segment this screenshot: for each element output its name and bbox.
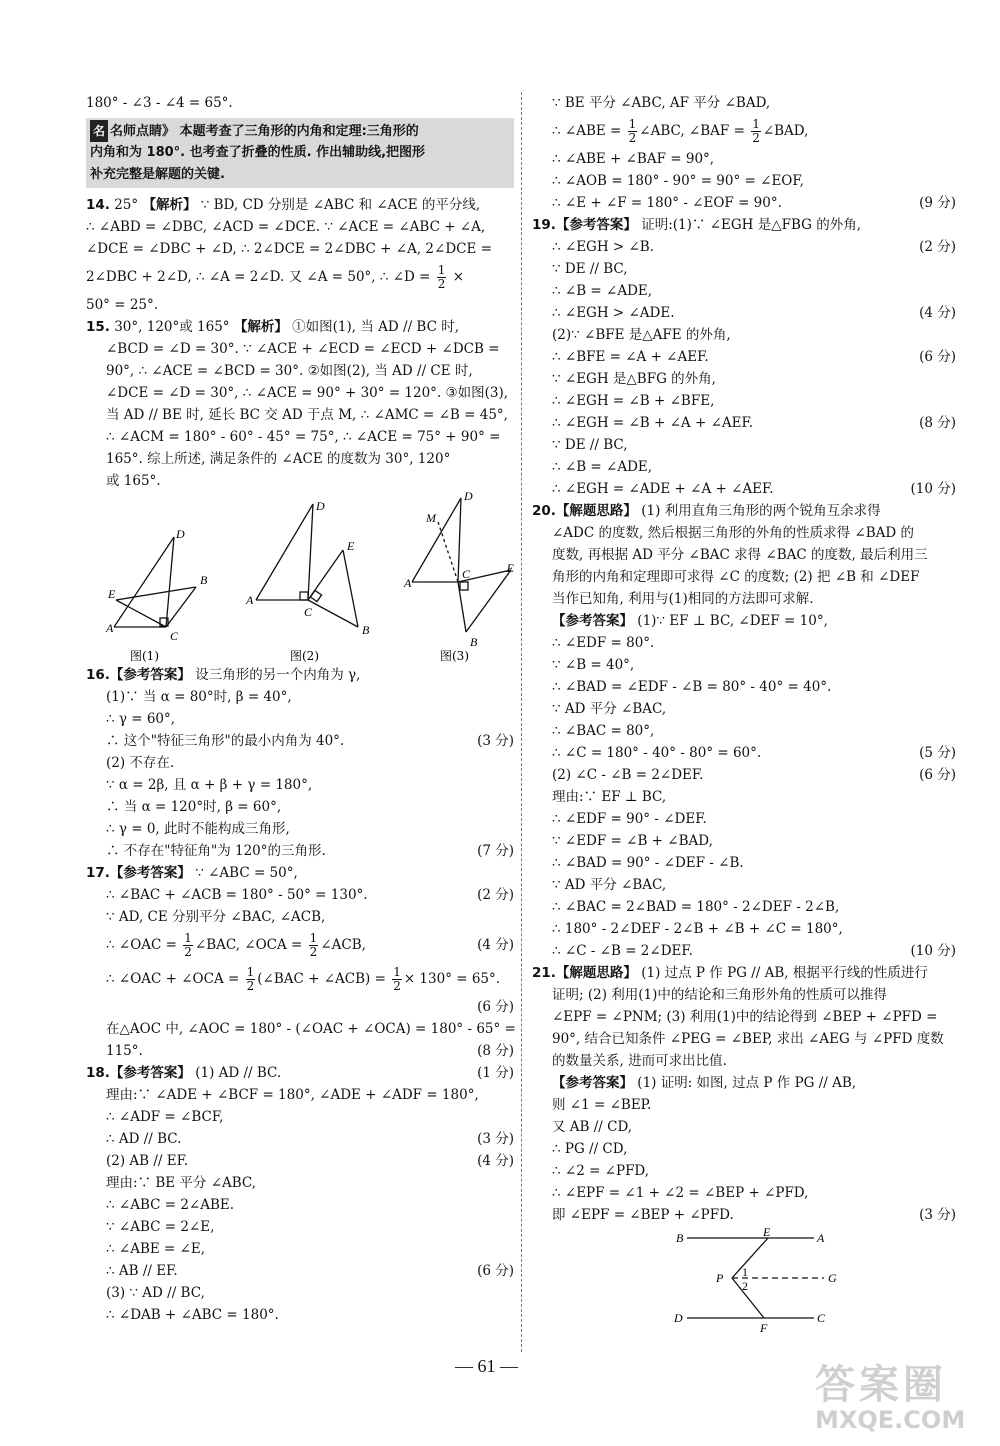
point-label: A	[817, 1231, 825, 1245]
point-label: G	[828, 1271, 837, 1285]
question-16	[86, 664, 514, 862]
text-span: (1) 过点 P 作 PG // AB, 根据平行线的性质进行	[641, 965, 928, 981]
text-line: ∠BCD = ∠D = 30°. ∵ ∠ACE + ∠ECD = ∠ECD + ∠DCB =	[106, 341, 500, 357]
text-line: ∴ ∠EGH = ∠ADE + ∠A + ∠AEF.	[552, 481, 774, 497]
text-line: 90°, ∴ ∠ACE = ∠BCD = 30°. ②如图(2), 当 AD // CE 时,	[106, 363, 473, 379]
point-label: B	[200, 573, 208, 587]
point-label: D	[464, 492, 473, 503]
point-label: C	[170, 629, 179, 643]
point-label: P	[716, 1271, 724, 1285]
text-line: ∵ DE // BC,	[552, 437, 628, 453]
tip-title: 名师点睛》	[110, 124, 176, 139]
right-column	[532, 92, 956, 1340]
text-line: 即 ∠EPF = ∠BEP + ∠PFD.	[552, 1207, 734, 1223]
text-line: ∴ ∠EGH = ∠B + ∠BFE,	[552, 393, 715, 409]
text-line: ∴ ∠BAC = 2∠BAD = 180° - 2∠DEF - 2∠B,	[552, 899, 840, 915]
point-label: E	[506, 561, 514, 575]
text-line: 理由:∵ ∠ADE + ∠BCF = 180°, ∠ADE + ∠ADF = 180°,	[106, 1087, 479, 1103]
text-span: ∵ ∠ABC = 50°,	[195, 865, 298, 881]
text-line: 理由:∵ BE 平分 ∠ABC,	[106, 1175, 257, 1191]
text-line: ∴ AD // BC.	[106, 1131, 182, 1147]
text-line: 理由:∵ EF ⊥ BC,	[552, 789, 667, 805]
point-label: B	[470, 635, 478, 649]
watermark-top: 答案圈	[815, 1362, 947, 1408]
text-span: 设三角形的另一个内角为 γ,	[195, 667, 361, 683]
fraction: $\frac{1}{2}$	[437, 263, 446, 291]
point-label: F	[760, 1321, 768, 1335]
text-line: (2) AB // EF.	[106, 1153, 189, 1169]
score: (6 分)	[477, 1263, 514, 1279]
text-line: ∴ ∠ABC = 2∠ABE.	[106, 1197, 235, 1213]
text-line: 或 165°.	[106, 473, 161, 489]
score: (3 分)	[477, 733, 514, 749]
fraction: $\frac{1}{2}$	[246, 965, 255, 993]
section-tag: 【参考答案】	[555, 217, 637, 233]
text-span: ∴ ∠OAC + ∠OCA =	[106, 971, 240, 987]
text-line: ∴ 180° - 2∠DEF - 2∠B + ∠B + ∠C = 180°,	[552, 921, 843, 937]
text-span: ×	[452, 269, 465, 285]
point-label: D	[674, 1311, 683, 1325]
section-tag: 【参考答案】	[109, 1065, 191, 1081]
score: (10 分)	[910, 481, 956, 497]
text-span: ∴ ∠OAC =	[106, 937, 177, 953]
figure-caption: 图(3)	[440, 649, 469, 663]
section-tag: 【参考答案】	[552, 1075, 633, 1091]
question-14	[86, 194, 514, 316]
text-line: ∴ ∠ABE + ∠BAF = 90°,	[552, 151, 715, 167]
tip-line: 补充完整是解题的关键.	[90, 167, 225, 182]
section-tag: 【参考答案】	[109, 667, 191, 683]
text-span: ∵ BD, CD 分别是 ∠ABC 和 ∠ACE 的平分线,	[200, 197, 481, 213]
text-line: ∴ ∠EGH > ∠ADE.	[552, 305, 675, 321]
question-21	[532, 962, 956, 1340]
answer-text: 25°	[114, 197, 139, 213]
watermark	[815, 1363, 990, 1438]
text-line: ∵ ∠B = 40°,	[552, 657, 635, 673]
score: (6 分)	[919, 349, 956, 365]
score: (8 分)	[919, 415, 956, 431]
text-line: ∵ ∠EDF = ∠B + ∠BAD,	[552, 833, 713, 849]
text-line: ∴ ∠DAB + ∠ABC = 180°.	[106, 1307, 279, 1323]
question-number: 18.	[86, 1065, 110, 1081]
text-line: ∴ ∠EGH = ∠B + ∠A + ∠AEF.	[552, 415, 754, 431]
section-tag: 【参考答案】	[552, 613, 633, 629]
text-line: ∵ DE // BC,	[552, 261, 628, 277]
point-label: D	[176, 527, 185, 541]
question-number: 16.	[86, 667, 110, 683]
point-label: M	[426, 511, 436, 525]
text-line: ∵ AD, CE 分别平分 ∠BAC, ∠ACB,	[106, 909, 326, 925]
text-line: 证明; (2) 利用(1)中的结论和三角形外角的性质可以推得	[552, 987, 887, 1003]
text-line: ∴ ∠EDF = 90° - ∠DEF.	[552, 811, 707, 827]
score: (6 分)	[919, 767, 956, 783]
parallel-lines-figure	[532, 1226, 956, 1336]
figure-1	[114, 537, 196, 627]
text-line: ∴ γ = 60°,	[106, 711, 176, 727]
score: (9 分)	[919, 195, 956, 211]
text-span: ∠ACB,	[320, 937, 366, 953]
text-span: ①如图(1), 当 AD // BC 时,	[292, 319, 459, 335]
text-span: × 130° = 65°.	[403, 971, 501, 987]
watermark-bottom: MXQE.COM	[815, 1406, 966, 1434]
score: (4 分)	[477, 937, 514, 953]
question-number: 19.	[532, 217, 556, 233]
text-line: ∴ AB // EF.	[106, 1263, 178, 1279]
text-line: 度数, 再根据 AD 平分 ∠BAC 求得 ∠BAC 的度数, 最后利用三	[552, 547, 928, 563]
text-line: ∵ AD 平分 ∠BAC,	[552, 701, 667, 717]
text-line: ∴ ∠BAC = 80°,	[552, 723, 655, 739]
point-label: D	[316, 499, 325, 513]
text-line: ∴ ∠BAD = 90° - ∠DEF - ∠B.	[552, 855, 744, 871]
figure-caption: 图(1)	[130, 649, 159, 663]
text-line: ∠DCE = ∠DBC + ∠D, ∴ 2∠DCE = 2∠DBC + ∠A, 2∠DCE =	[86, 241, 492, 257]
point-label: C	[817, 1311, 826, 1325]
question-20	[532, 500, 956, 962]
score: (8 分)	[477, 1043, 514, 1059]
text-line: 又 AB // CD,	[552, 1119, 633, 1135]
text-line: ∴ ∠C = 180° - 40° - 80° = 60°.	[552, 745, 762, 761]
text-line: 当作已知角, 利用与(1)相同的方法即可求解.	[552, 591, 814, 607]
column-divider	[521, 92, 522, 1352]
text-line: ∴ ∠BFE = ∠A + ∠AEF.	[552, 349, 709, 365]
text-span: ∠BAD,	[762, 123, 809, 139]
text-line: ∴ ∠ABD = ∠DBC, ∠ACD = ∠DCE. ∵ ∠ACE = ∠ABC + ∠A,	[86, 219, 486, 235]
score: (10 分)	[910, 943, 956, 959]
text-span: ∠BAC, ∠OCA =	[194, 937, 303, 953]
text-line: 90°, 结合已知条件 ∠PEG = ∠BEP, 求出 ∠AEG 与 ∠PFD 度数	[552, 1031, 944, 1047]
text-span: (1) 利用直角三角形的两个锐角互余求得	[641, 503, 881, 519]
score: (4 分)	[919, 305, 956, 321]
text-line: ∴ γ = 0, 此时不能构成三角形,	[106, 821, 290, 837]
point-label: A	[404, 576, 412, 590]
question-number: 17.	[86, 865, 110, 881]
point-label: B	[676, 1231, 684, 1245]
tip-badge: 名	[90, 120, 108, 142]
score: (5 分)	[919, 745, 956, 761]
question-17	[86, 862, 514, 1062]
text-line: ∴ ∠2 = ∠PFD,	[552, 1163, 650, 1179]
text-line: 180° - ∠3 - ∠4 = 65°.	[86, 95, 233, 111]
fraction: $\frac{1}{2}$	[628, 117, 637, 145]
figure-caption: 图(2)	[290, 649, 319, 663]
text-line: ∴ ∠ADF = ∠BCF,	[106, 1109, 224, 1125]
text-span: (1)∵ EF ⊥ BC, ∠DEF = 10°,	[637, 613, 828, 629]
text-line: ∴ ∠E + ∠F = 180° - ∠EOF = 90°.	[552, 195, 782, 211]
text-line: ∴ ∠C - ∠B = 2∠DEF.	[552, 943, 693, 959]
angle-label: 1	[742, 1265, 748, 1279]
section-tag: 【解析】	[233, 319, 288, 335]
question-15	[86, 316, 514, 664]
tip-line: 内角和为 180°. 也考查了折叠的性质. 作出辅助线,把图形	[90, 145, 426, 160]
text-line: 50° = 25°.	[86, 297, 159, 313]
section-tag: 【解题思路】	[555, 965, 637, 981]
question-number: 14.	[86, 197, 110, 213]
text-line: ∴ ∠AOB = 180° - 90° = 90° = ∠EOF,	[552, 173, 804, 189]
text-line: (2) ∠C - ∠B = 2∠DEF.	[552, 767, 704, 783]
text-span: (1) AD // BC.	[195, 1065, 282, 1081]
text-line: ∠EPF = ∠PNM; (3) 利用(1)中的结论得到 ∠BEP + ∠PFD =	[552, 1009, 938, 1025]
text-line: (2)∵ ∠BFE 是△AFE 的外角,	[552, 327, 731, 343]
score: (1 分)	[477, 1065, 514, 1081]
page-number: — 61 —	[455, 1356, 518, 1376]
text-line: ∵ ∠EGH 是△BFG 的外角,	[552, 371, 716, 387]
text-span: 2∠DBC + 2∠D, ∴ ∠A = 2∠D. 又 ∠A = 50°, ∴ ∠D =	[86, 269, 431, 285]
score: (2 分)	[477, 887, 514, 903]
text-line: ∴ 这个"特征三角形"的最小内角为 40°.	[106, 733, 345, 749]
text-line: ∠ADC 的度数, 然后根据三角形的外角的性质求得 ∠BAD 的	[552, 525, 914, 541]
point-label: E	[347, 539, 355, 553]
text-line: ∴ ∠EDF = 80°.	[552, 635, 655, 651]
question-number: 21.	[532, 965, 556, 981]
text-line: 在△AOC 中, ∠AOC = 180° - (∠OAC + ∠OCA) = 180° - 65° =	[106, 1021, 516, 1037]
point-label: A	[106, 621, 114, 635]
text-line: 的数量关系, 进而可求出比值.	[552, 1053, 727, 1069]
score: (2 分)	[919, 239, 956, 255]
point-label: C	[462, 567, 471, 581]
score: (3 分)	[919, 1207, 956, 1223]
score: (6 分)	[477, 999, 514, 1015]
text-line: ∴ ∠BAC + ∠ACB = 180° - 50° = 130°.	[106, 887, 368, 903]
score: (7 分)	[477, 843, 514, 859]
text-line: 165°. 综上所述, 满足条件的 ∠ACE 的度数为 30°, 120°	[106, 451, 451, 467]
text-line: ∴ ∠ABE = ∠E,	[106, 1241, 206, 1257]
text-line: (3) ∵ AD // BC,	[106, 1285, 205, 1301]
section-tag: 【解题思路】	[555, 503, 637, 519]
text-span: ∠ABC, ∠BAF =	[639, 123, 745, 139]
text-line: ∴ ∠B = ∠ADE,	[552, 459, 653, 475]
text-line: 角形的内角和定理即可求得 ∠C 的度数; (2) 把 ∠B 和 ∠DEF	[552, 569, 920, 585]
question-19	[532, 214, 956, 500]
angle-label: 2	[742, 1279, 748, 1293]
text-line: ∴ 不存在"特征角"为 120°的三角形.	[106, 843, 326, 859]
text-line: ∴ 当 α = 120°时, β = 60°,	[106, 799, 282, 815]
point-label: B	[362, 623, 370, 637]
point-label: E	[763, 1226, 771, 1239]
text-line: ∵ ∠ABC = 2∠E,	[106, 1219, 215, 1235]
section-tag: 【参考答案】	[109, 865, 191, 881]
section-tag: 【解析】	[142, 197, 197, 213]
text-line: 当 AD // BE 时, 延长 BC 交 AD 于点 M, ∴ ∠AMC = ∠B = 45°,	[106, 407, 508, 423]
text-line: ∵ AD 平分 ∠BAC,	[552, 877, 667, 893]
text-line: ∴ ∠ACM = 180° - 60° - 45° = 75°, ∴ ∠ACE = 75° + 90° =	[106, 429, 501, 445]
text-line: ∠DCE = ∠D = 30°, ∴ ∠ACE = 90° + 30° = 120°. ③如图(3),	[106, 385, 509, 401]
geometry-figures-svg	[86, 492, 514, 664]
question-number: 20.	[532, 503, 556, 519]
fraction: $\frac{1}{2}$	[184, 931, 192, 959]
answer-text: 30°, 120°或 165°	[114, 319, 230, 335]
fraction: $\frac{1}{2}$	[752, 117, 760, 145]
point-label: A	[246, 593, 254, 607]
tip-line: 本题考查了三角形的内角和定理:三角形的	[179, 124, 419, 139]
point-label: C	[304, 605, 313, 619]
fraction: $\frac{1}{2}$	[393, 965, 401, 993]
text-span: ∴ ∠ABE =	[552, 123, 622, 139]
text-line: ∴ ∠EGH > ∠B.	[552, 239, 655, 255]
score: (3 分)	[477, 1131, 514, 1147]
teacher-tip-box	[86, 118, 514, 188]
text-span: (1) 证明: 如图, 过点 P 作 PG // AB,	[637, 1075, 857, 1091]
text-line: ∵ α = 2β, 且 α + β + γ = 180°,	[106, 777, 313, 793]
text-line: 115°.	[106, 1043, 143, 1059]
score: (4 分)	[477, 1153, 514, 1169]
text-span: (∠BAC + ∠ACB) =	[257, 971, 386, 987]
text-span: 证明:(1)∵ ∠EGH 是△FBG 的外角,	[641, 217, 861, 233]
text-line: (2) 不存在.	[106, 755, 175, 771]
fraction: $\frac{1}{2}$	[309, 931, 318, 959]
text-line: (1)∵ 当 α = 80°时, β = 40°,	[106, 689, 292, 705]
text-line: ∴ ∠EPF = ∠1 + ∠2 = ∠BEP + ∠PFD,	[552, 1185, 809, 1201]
question-18	[86, 1062, 514, 1326]
point-label: E	[108, 587, 116, 601]
text-line: ∴ ∠BAD = ∠EDF - ∠B = 80° - 40° = 40°.	[552, 679, 832, 695]
text-line: ∴ PG // CD,	[552, 1141, 628, 1157]
left-column	[86, 92, 514, 1326]
text-line: 则 ∠1 = ∠BEP.	[552, 1097, 652, 1113]
figures-q15	[86, 492, 514, 664]
question-number: 15.	[86, 319, 110, 335]
text-line: ∵ BE 平分 ∠ABC, AF 平分 ∠BAD,	[552, 95, 771, 111]
text-line: ∴ ∠B = ∠ADE,	[552, 283, 653, 299]
